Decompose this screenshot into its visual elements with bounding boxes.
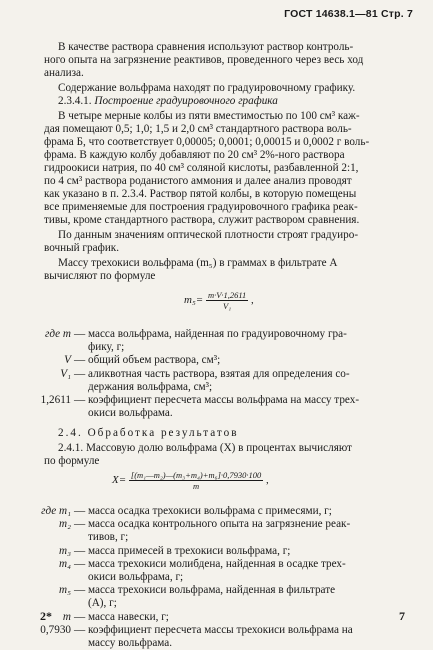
def-text: масса осадка трехокиси вольфрама с примесями, г; [88,505,332,517]
def-symbol: m [62,610,71,623]
para3-line6: по 4 см³ раствора роданистого аммония и далее анализ проводят [44,175,352,187]
formula-m5-denominator: V₁ [223,301,232,311]
def-text: окиси вольфрама, г; [88,570,184,583]
def-text: масса осадка контрольного опыта на загрязнение реак- [88,518,351,531]
def-text: окиси вольфрама. [88,407,173,420]
def-row [0,394,433,407]
para1-line2: ного опыта на загрязнение реактивов, проведенного через весь ход [44,54,364,66]
def-dash: — [74,518,86,531]
def-row [0,624,433,637]
def-text: масса примесей в трехокиси вольфрама, г; [88,544,291,557]
formula-m5 [184,290,254,311]
def-symbol: 0,7930 [40,623,71,636]
def-text: масса вольфрама, найденная по градуировочному гра- [88,328,347,340]
def-row [0,584,433,597]
def-text: масса трехокиси вольфрама, найденная в фильтрате [88,584,336,597]
page-header: ГОСТ 14638.1—81 Стр. 7 [284,8,413,20]
def-row [0,531,433,544]
def-row [0,558,433,571]
def-row [0,328,433,341]
para6-line2: по формуле [44,455,100,467]
formula-m5-fraction [206,290,248,311]
def-text: масса трехокиси молибдена, найденная в осадке трех- [88,557,346,570]
para2: Содержание вольфрама находят по градуировочному графику. [58,82,356,94]
def-symbol: V₁ [60,367,71,380]
def-text: коэффициент пересчета массы трехокиси вольфрама на [88,623,353,636]
def-row [0,571,433,584]
def-row [0,637,433,650]
section-24-heading: 2.4. Обработка результатов [58,427,239,439]
def-symbol: V [64,354,71,367]
formula-m5-tail: , [251,294,254,307]
def-row [0,407,433,420]
def-dash: — [74,584,86,597]
def-row [0,368,433,381]
def-row [0,611,433,624]
para1-line3: анализа. [44,67,84,79]
formula-x-tail: , [266,474,269,487]
def-text: коэффициент пересчета массы вольфрама на массу трех- [88,393,360,406]
def-row [0,518,433,531]
def-symbol: где m₁ [41,505,71,517]
def-row [0,381,433,394]
para3-line5: гидроокиси натрия, по 40 см³ соляной кислоты, разбавленной 2:1, [44,162,359,174]
para5-line2: вычисляют по формуле [44,270,156,282]
def-dash: — [74,544,86,557]
para3-line7: как указано в п. 2.3.4. Раствор пятой колбы, в которую помещены [44,188,357,200]
def-dash: — [74,505,86,517]
def-text: масса навески, г; [88,610,169,623]
para6-line1: 2.4.1. Массовую долю вольфрама (X) в процентах вычисляют [58,442,352,454]
para4-line1: По данным значениям оптической плотности строят градуиро- [58,229,359,241]
def-dash: — [74,328,86,340]
def-dash: — [74,393,86,406]
para3-line1: В четыре мерные колбы из пяти вместимостью по 100 см³ каж- [58,110,360,122]
formula-x-lhs: X= [112,474,127,487]
def-text: держания вольфрама, см³; [88,380,213,393]
def-text: (А), г; [88,597,117,610]
def-text: массу вольфрама. [88,636,173,649]
def-dash: — [74,354,86,367]
section-2341-heading [58,95,278,108]
def-symbol: m₅ [59,584,71,597]
section-2341-number: 2.3.4.1. [58,95,92,107]
def-symbol: 1,2611 [40,393,71,406]
footer-page-number: 7 [399,609,405,623]
def-dash: — [74,557,86,570]
para3-line3: фрама Б, что соответствует 0,00005; 0,0001; 0,00015 и 0,0002 г воль- [44,136,370,148]
para3-line4: фрама. В каждую колбу добавляют по 20 см³ 2%-ного раствора [44,149,345,161]
def-row [0,545,433,558]
def-symbol: m₂ [59,518,71,531]
def-symbol: m₄ [59,557,71,570]
formula-x-fraction [129,470,263,491]
def-row [0,505,433,518]
def-dash: — [74,610,86,623]
definitions-m5 [0,328,433,420]
def-symbol: где m [44,328,71,340]
formula-x-denominator: m [193,481,200,491]
def-row [0,354,433,367]
def-text: тивов, г; [88,531,129,544]
section-2341-title: Построение градуировочного графика [94,95,278,107]
formula-m5-numerator: m·V·1,2611 [207,290,247,300]
para4-line2: вочный график. [44,242,120,254]
def-dash: — [74,367,86,380]
para5-line1: Массу трехокиси вольфрама (m₅) в граммах в фильтрате А [58,257,338,269]
def-symbol: m₃ [59,544,71,557]
para3-line9: тивы, кроме стандартного раствора, служит раствором сравнения. [44,214,360,226]
def-text: фику, г; [88,341,125,354]
formula-m5-lhs: m₅= [184,294,204,307]
definitions-x [0,505,433,650]
para3-line8: все применяемые для построения градуировочного графика реак- [44,201,358,213]
para3-line2: дая помещают 0,5; 1,0; 1,5 и 2,0 см³ стандартного раствора воль- [44,123,352,135]
def-row [0,341,433,354]
formula-x-numerator: [(m₁—m₂)—(m₃+m₄)+m₆]·0,7930·100 [130,470,262,480]
def-text: общий объем раствора, см³; [88,354,221,367]
def-dash: — [74,623,86,636]
para1-line1: В качестве раствора сравнения используют раствор контроль- [58,41,354,53]
def-text: аликвотная часть раствора, взятая для определения со- [88,367,350,380]
footer-signature-mark: 2* [40,609,52,623]
formula-x [112,470,269,491]
def-row [0,597,433,610]
